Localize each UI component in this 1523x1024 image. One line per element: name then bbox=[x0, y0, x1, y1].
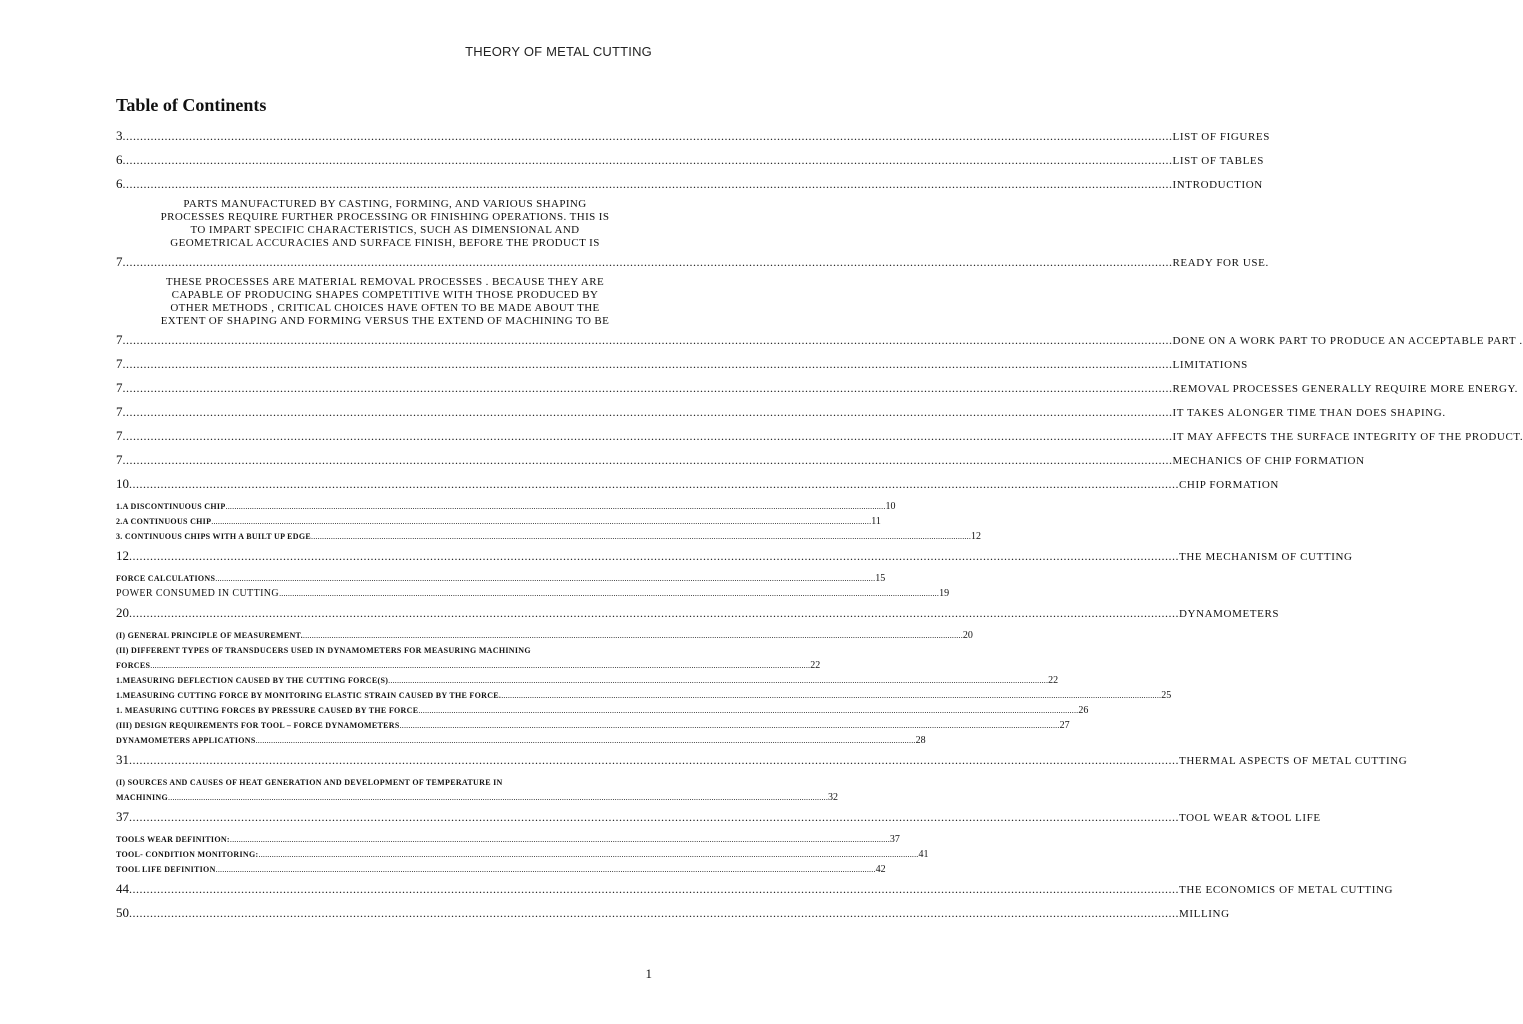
toc-page-number: 3 bbox=[116, 128, 123, 143]
toc-subentry[interactable] bbox=[116, 847, 929, 862]
toc-leader: ............................................................................................................................................................................................................................................................................................................ bbox=[122, 357, 1173, 371]
toc-entry[interactable] bbox=[116, 250, 1269, 274]
toc-page-number: 20 bbox=[962, 630, 973, 641]
toc-sublabel: MACHINING bbox=[116, 793, 169, 802]
toc-page-number: 10 bbox=[116, 476, 129, 491]
toc-subentry[interactable] bbox=[116, 733, 926, 748]
toc-entry[interactable] bbox=[116, 544, 1353, 568]
toc-page-number: 41 bbox=[918, 849, 929, 860]
toc-leader: ............................................................................................................................................................................................................................................................................................................ bbox=[122, 255, 1173, 269]
toc-page-number: 26 bbox=[1078, 705, 1089, 716]
toc-page-number: 37 bbox=[889, 834, 900, 845]
toc-entry[interactable] bbox=[116, 172, 1263, 196]
toc-leader: ............................................................................................................................................................................................................................................................................................................ bbox=[150, 661, 811, 670]
toc-leader: ............................................................................................................................................................................................................................................................................................................ bbox=[168, 793, 829, 802]
toc-sublabel: 2.A CONTINUOUS CHIP bbox=[116, 517, 212, 526]
toc-leader: ............................................................................................................................................................................................................................................................................................................ bbox=[129, 906, 1179, 920]
toc-label: MECHANICS OF CHIP FORMATION bbox=[1172, 455, 1365, 467]
toc-page-number: 7 bbox=[116, 356, 123, 371]
paragraph-line: EXTENT OF SHAPING AND FORMING VERSUS THE EXTEND OF MACHINING TO BE bbox=[160, 315, 610, 327]
toc-sublabel: DYNAMOMETERS APPLICATIONS bbox=[116, 736, 256, 745]
toc-page-number: 22 bbox=[1048, 675, 1059, 686]
toc-label: MILLING bbox=[1179, 908, 1230, 920]
toc-leader: ............................................................................................................................................................................................................................................................................................................ bbox=[122, 129, 1173, 143]
toc-sublabel: 1.MEASURING CUTTING FORCE BY MONITORING ELASTIC STRAIN CAUSED BY THE FORCE. bbox=[116, 691, 502, 700]
toc-leader: ............................................................................................................................................................................................................................................................................................................ bbox=[129, 753, 1179, 767]
toc-page-number: 28 bbox=[915, 735, 926, 746]
toc-page-number: 7 bbox=[116, 452, 123, 467]
toc-leader: ............................................................................................................................................................................................................................................................................................................ bbox=[122, 177, 1173, 191]
paragraph-line: OTHER METHODS , CRITICAL CHOICES HAVE OFTEN TO BE MADE ABOUT THE bbox=[170, 302, 600, 314]
toc-subentry[interactable] bbox=[116, 628, 973, 643]
toc-leader: ............................................................................................................................................................................................................................................................................................................ bbox=[418, 706, 1079, 715]
toc-leader: ............................................................................................................................................................................................................................................................................................................ bbox=[129, 549, 1179, 563]
toc-leader: ............................................................................................................................................................................................................................................................................................................ bbox=[258, 850, 919, 859]
toc-paragraph bbox=[116, 276, 654, 328]
toc-sublabel: 1.A DISCONTINUOUS CHIP bbox=[116, 502, 226, 511]
page-number-footer: 1 bbox=[645, 966, 652, 981]
toc-page-number: 7 bbox=[116, 380, 123, 395]
toc-subentry[interactable] bbox=[116, 658, 821, 673]
running-header: THEORY OF METAL CUTTING bbox=[465, 44, 652, 59]
toc-subentry[interactable] bbox=[116, 529, 982, 544]
toc-label: READY FOR USE. bbox=[1172, 257, 1269, 269]
toc-leader: ............................................................................................................................................................................................................................................................................................................ bbox=[388, 676, 1049, 685]
toc-entry[interactable] bbox=[116, 448, 1365, 472]
toc-entry[interactable] bbox=[116, 748, 1408, 772]
toc-label: LIST OF TABLES bbox=[1172, 155, 1264, 167]
toc-subentry[interactable] bbox=[116, 673, 1059, 688]
paragraph-line: PROCESSES REQUIRE FURTHER PROCESSING OR FINISHING OPERATIONS. THIS IS bbox=[160, 211, 610, 223]
toc-leader: ............................................................................................................................................................................................................................................................................................................ bbox=[129, 477, 1179, 491]
toc-sublabel: FORCES bbox=[116, 661, 151, 670]
toc-page-number: 7 bbox=[116, 254, 123, 269]
toc-page-number: 6 bbox=[116, 152, 123, 167]
toc-sublabel: 3. CONTINUOUS CHIPS WITH A BUILT UP EDGE bbox=[116, 532, 312, 541]
toc-leader: ............................................................................................................................................................................................................................................................................................................ bbox=[229, 835, 890, 844]
toc-leader: ............................................................................................................................................................................................................................................................................................................ bbox=[279, 589, 940, 598]
toc-page-number: 50 bbox=[116, 905, 129, 920]
toc-sublabel: 1. MEASURING CUTTING FORCES BY PRESSURE CAUSED BY THE FORCE bbox=[116, 706, 419, 715]
toc-leader: ............................................................................................................................................................................................................................................................................................................ bbox=[215, 574, 876, 583]
toc-subentry[interactable] bbox=[116, 790, 839, 805]
toc-leader: ............................................................................................................................................................................................................................................................................................................ bbox=[215, 865, 876, 874]
toc-sublabel: (III) DESIGN REQUIREMENTS FOR TOOL – FORCE DYNAMOMETERS bbox=[116, 721, 400, 730]
toc-entry[interactable] bbox=[116, 901, 1230, 925]
toc-page-number: 19 bbox=[939, 588, 950, 599]
toc-entry[interactable] bbox=[116, 424, 1523, 448]
toc-leader: ............................................................................................................................................................................................................................................................................................................ bbox=[302, 631, 963, 640]
table-of-contents bbox=[116, 124, 1523, 925]
toc-subentry[interactable] bbox=[116, 586, 950, 601]
toc-leader: ............................................................................................................................................................................................................................................................................................................ bbox=[122, 405, 1173, 419]
toc-paragraph bbox=[116, 198, 654, 250]
toc-page-number: 12 bbox=[116, 548, 129, 563]
toc-leader: ............................................................................................................................................................................................................................................................................................................ bbox=[122, 381, 1173, 395]
toc-leader: ............................................................................................................................................................................................................................................................................................................ bbox=[399, 721, 1060, 730]
toc-subentry[interactable] bbox=[116, 499, 896, 514]
toc-leader: ............................................................................................................................................................................................................................................................................................................ bbox=[122, 153, 1173, 167]
toc-sublabel: (I) GENERAL PRINCIPLE OF MEASUREMENT. bbox=[116, 631, 303, 640]
toc-label: DYNAMOMETERS bbox=[1179, 608, 1280, 620]
toc-leader: ............................................................................................................................................................................................................................................................................................................ bbox=[122, 333, 1173, 347]
toc-page-number: 7 bbox=[116, 428, 123, 443]
toc-page-number: 42 bbox=[875, 864, 886, 875]
toc-label: DONE ON A WORK PART TO PRODUCE AN ACCEPTABLE PART . bbox=[1172, 335, 1523, 347]
toc-entry[interactable] bbox=[116, 376, 1519, 400]
toc-page-number: 32 bbox=[828, 792, 839, 803]
paragraph-line: TO IMPART SPECIFIC CHARACTERISTICS, SUCH AS DIMENSIONAL AND bbox=[190, 224, 580, 236]
toc-page-number: 31 bbox=[116, 752, 129, 767]
toc-entry[interactable] bbox=[116, 601, 1280, 625]
paragraph-line: THESE PROCESSES ARE MATERIAL REMOVAL PROCESSES . BECAUSE THEY ARE bbox=[165, 276, 605, 288]
toc-sublabel: TOOL- CONDITION MONITORING: bbox=[116, 850, 259, 859]
toc-subentry[interactable] bbox=[116, 514, 881, 529]
toc-page-number: 15 bbox=[875, 573, 886, 584]
toc-entry[interactable] bbox=[116, 148, 1264, 172]
toc-sublabel: TOOLS WEAR DEFINITION: bbox=[116, 835, 230, 844]
toc-label: REMOVAL PROCESSES GENERALLY REQUIRE MORE ENERGY. bbox=[1172, 383, 1519, 395]
toc-entry[interactable] bbox=[116, 124, 1270, 148]
paragraph-line: CAPABLE OF PRODUCING SHAPES COMPETITIVE WITH THOSE PRODUCED BY bbox=[171, 289, 599, 301]
toc-entry[interactable] bbox=[116, 352, 1248, 376]
toc-leader: ............................................................................................................................................................................................................................................................................................................ bbox=[122, 453, 1173, 467]
toc-leader: ............................................................................................................................................................................................................................................................................................................ bbox=[501, 691, 1162, 700]
toc-page-number: 10 bbox=[885, 501, 896, 512]
toc-label: LIST OF FIGURES bbox=[1172, 131, 1270, 143]
toc-label: THE ECONOMICS OF METAL CUTTING bbox=[1179, 884, 1394, 896]
toc-entry[interactable] bbox=[116, 805, 1321, 829]
toc-label: THE MECHANISM OF CUTTING bbox=[1179, 551, 1353, 563]
toc-sublabel: FORCE CALCULATIONS bbox=[116, 574, 216, 583]
toc-subentry[interactable] bbox=[116, 832, 900, 847]
paragraph-line: PARTS MANUFACTURED BY CASTING, FORMING, AND VARIOUS SHAPING bbox=[183, 198, 587, 210]
toc-label: CHIP FORMATION bbox=[1179, 479, 1279, 491]
toc-label: IT MAY AFFECTS THE SURFACE INTEGRITY OF THE PRODUCT. bbox=[1172, 431, 1523, 443]
toc-page-number: 11 bbox=[871, 516, 881, 527]
toc-entry[interactable] bbox=[116, 328, 1523, 352]
toc-leader: ............................................................................................................................................................................................................................................................................................................ bbox=[225, 502, 886, 511]
toc-page-number: 37 bbox=[116, 809, 129, 824]
toc-leader: ............................................................................................................................................................................................................................................................................................................ bbox=[211, 517, 872, 526]
toc-leader: ............................................................................................................................................................................................................................................................................................................ bbox=[129, 810, 1179, 824]
toc-leader: ............................................................................................................................................................................................................................................................................................................ bbox=[129, 606, 1179, 620]
toc-entry[interactable] bbox=[116, 472, 1279, 496]
toc-page-number: 7 bbox=[116, 332, 123, 347]
toc-subentry-wrap: (I) SOURCES AND CAUSES OF HEAT GENERATION AND DEVELOPMENT OF TEMPERATURE IN bbox=[116, 778, 503, 787]
toc-subentry[interactable] bbox=[116, 862, 886, 877]
toc-label: INTRODUCTION bbox=[1172, 179, 1263, 191]
toc-sublabel: TOOL LIFE DEFINITION bbox=[116, 865, 216, 874]
toc-sublabel: POWER CONSUMED IN CUTTING bbox=[116, 588, 280, 599]
toc-page-number: 12 bbox=[971, 531, 982, 542]
toc-subentry[interactable] bbox=[116, 571, 886, 586]
toc-page-number: 27 bbox=[1059, 720, 1070, 731]
toc-leader: ............................................................................................................................................................................................................................................................................................................ bbox=[129, 882, 1179, 896]
toc-page-number: 20 bbox=[116, 605, 129, 620]
toc-subentry-wrap: (II) DIFFERENT TYPES OF TRANSDUCERS USED IN DYNAMOMETERS FOR MEASURING MACHINING bbox=[116, 646, 531, 655]
toc-page-number: 7 bbox=[116, 404, 123, 419]
toc-leader: ............................................................................................................................................................................................................................................................................................................ bbox=[311, 532, 972, 541]
toc-page-number: 25 bbox=[1161, 690, 1172, 701]
toc-page-number: 22 bbox=[810, 660, 821, 671]
toc-leader: ............................................................................................................................................................................................................................................................................................................ bbox=[255, 736, 916, 745]
toc-label: IT TAKES ALONGER TIME THAN DOES SHAPING. bbox=[1172, 407, 1446, 419]
toc-entry[interactable] bbox=[116, 400, 1446, 424]
toc-leader: ............................................................................................................................................................................................................................................................................................................ bbox=[122, 429, 1173, 443]
toc-subentry[interactable] bbox=[116, 703, 1089, 718]
toc-label: TOOL WEAR &TOOL LIFE bbox=[1179, 812, 1321, 824]
toc-subentry[interactable] bbox=[116, 688, 1172, 703]
toc-sublabel: 1.MEASURING DEFLECTION CAUSED BY THE CUTTING FORCE(S) bbox=[116, 676, 389, 685]
toc-label: THERMAL ASPECTS OF METAL CUTTING bbox=[1179, 755, 1408, 767]
page-title: Table of Continents bbox=[116, 95, 267, 115]
toc-page-number: 6 bbox=[116, 176, 123, 191]
toc-entry[interactable] bbox=[116, 877, 1394, 901]
toc-subentry[interactable] bbox=[116, 718, 1070, 733]
toc-label: LIMITATIONS bbox=[1172, 359, 1248, 371]
paragraph-line: GEOMETRICAL ACCURACIES AND SURFACE FINISH, BEFORE THE PRODUCT IS bbox=[170, 237, 600, 249]
toc-page-number: 44 bbox=[116, 881, 129, 896]
